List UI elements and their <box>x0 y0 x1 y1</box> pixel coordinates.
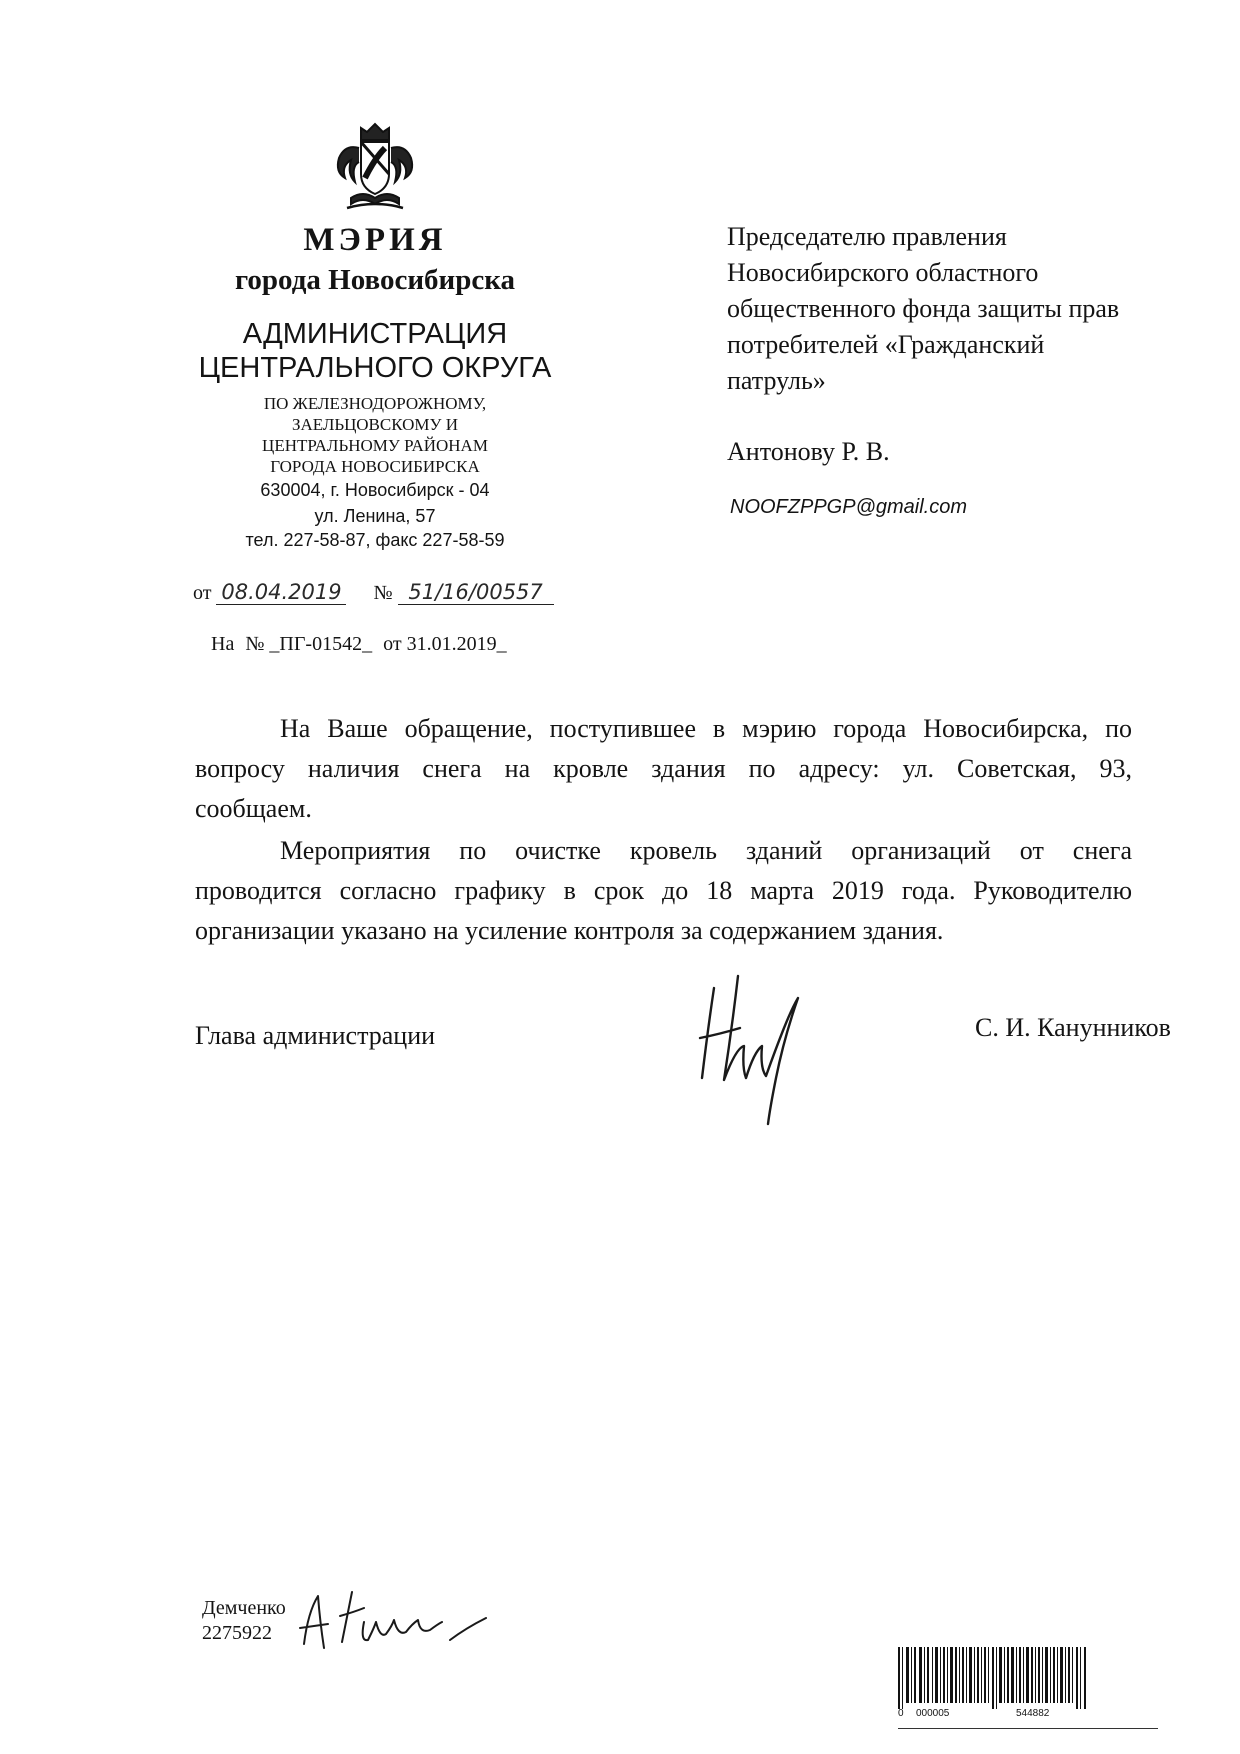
barcode-icon <box>898 1647 1088 1715</box>
body-line: проводится согласно графику в срок до 18 марта 2019 года. Руководителю <box>195 876 1132 905</box>
street-address: ул. Ленина, 57 <box>314 506 436 526</box>
addressee-line: Председателю правления <box>727 222 1007 251</box>
addressee-name: Антонову Р. В. <box>727 437 890 466</box>
outgoing-date: 08.04.2019 <box>216 580 346 605</box>
postal-address: 630004, г. Новосибирск - 04 <box>260 480 490 500</box>
executor-phone: 2275922 <box>202 1622 272 1644</box>
administration-title-line-2: ЦЕНТРАЛЬНОГО ОКРУГА <box>198 352 552 384</box>
outgoing-reference <box>193 580 554 605</box>
body-line: Мероприятия по очистке кровель зданий организаций от снега <box>280 836 1132 865</box>
addressee-line: потребителей «Гражданский <box>727 330 1045 359</box>
incoming-date: 31.01.2019_ <box>406 633 507 655</box>
incoming-number: _ПГ-01542_ <box>269 633 373 655</box>
signatory-role: Глава администрации <box>195 1021 436 1050</box>
outgoing-from-label: от <box>193 582 212 604</box>
signatory-name: С. И. Канунников <box>975 1013 1171 1042</box>
district-line: ЗАЕЛЬЦОВСКОМУ И <box>291 415 459 434</box>
addressee-line: общественного фонда защиты прав <box>727 294 1120 323</box>
outgoing-number-label: № <box>373 582 393 604</box>
addressee-line: Новосибирского областного <box>727 258 1039 287</box>
body-line: На Ваше обращение, поступившее в мэрию города Новосибирска, по <box>280 714 1132 743</box>
district-line: ГОРОДА НОВОСИБИРСКА <box>270 457 480 476</box>
outgoing-number: 51/16/00557 <box>398 580 554 605</box>
barcode-divider <box>898 1728 1158 1729</box>
executor-initials-icon <box>290 1582 520 1662</box>
mayoralty-title: МЭРИЯ <box>303 222 447 258</box>
district-line: ЦЕНТРАЛЬНОМУ РАЙОНАМ <box>262 436 488 455</box>
barcode-digits-mid: 000005 <box>916 1708 950 1719</box>
incoming-label: На <box>211 633 235 655</box>
executor-name: Демченко <box>202 1597 286 1619</box>
incoming-number-label: № <box>245 633 265 655</box>
incoming-from-label: от <box>383 633 402 655</box>
incoming-reference <box>211 633 507 656</box>
handwritten-signature-icon <box>680 968 830 1128</box>
coat-of-arms-icon <box>324 118 426 218</box>
city-title: города Новосибирска <box>234 264 516 296</box>
administration-title-line-1: АДМИНИСТРАЦИЯ <box>242 318 508 350</box>
addressee-email: NOOFZPPGP@gmail.com <box>730 496 968 518</box>
district-line: ПО ЖЕЛЕЗНОДОРОЖНОМУ, <box>263 394 487 413</box>
phone-fax: тел. 227-58-87, факс 227-58-59 <box>245 530 505 550</box>
barcode-digits-left: 0 <box>898 1708 904 1719</box>
body-line: вопросу наличия снега на кровле здания по адресу: ул. Советская, 93, <box>195 754 1132 783</box>
body-line: организации указано на усиление контроля за содержанием здания. <box>195 916 944 945</box>
body-line: сообщаем. <box>195 794 312 823</box>
barcode-digits-right: 544882 <box>1016 1708 1050 1719</box>
addressee-line: патруль» <box>727 366 826 395</box>
